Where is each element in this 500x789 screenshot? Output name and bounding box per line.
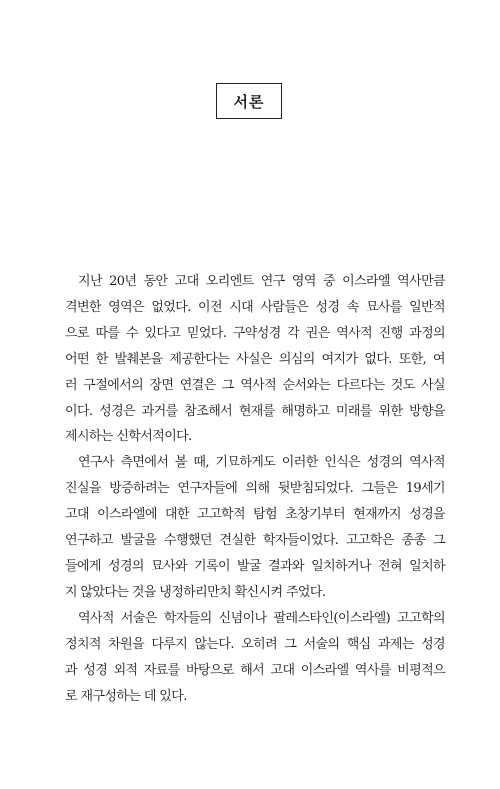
text-line: 연구사 측면에서 볼 때, 기묘하게도 이러한 인식은 성경의 역사적 xyxy=(78,455,445,471)
body-text xyxy=(65,269,445,709)
chapter-heading: 서론 xyxy=(216,83,282,119)
paragraph xyxy=(65,269,445,450)
text-line: 어떤 한 발췌본을 제공한다는 사실은 의심의 여지가 없다. 또한, 여 xyxy=(65,351,445,367)
text-line: 제시하는 신학서적이다. xyxy=(65,429,192,445)
text-line: 진실을 방증하려는 연구자들에 의해 뒷받침되었다. 그들은 19세기 xyxy=(65,481,445,497)
text-line: 연구하고 발굴을 수행했던 견실한 학자들이었다. 고고학은 종종 그 xyxy=(65,533,445,549)
text-line: 지 않았다는 것을 냉정하리만치 확신시켜 주었다. xyxy=(65,584,326,600)
text-line: 정치적 차원을 다루지 않는다. 오히려 그 서술의 핵심 과제는 성경 xyxy=(65,636,445,652)
paragraph xyxy=(65,606,445,710)
text-line: 과 성경 외적 자료를 바탕으로 해서 고대 이스라엘 역사를 비평적으 xyxy=(65,662,445,678)
text-line: 고대 이스라엘에 대한 고고학적 탐험 초창기부터 현재까지 성경을 xyxy=(65,507,445,523)
text-line: 격변한 영역은 없었다. 이전 시대 사람들은 성경 속 묘사를 일반적 xyxy=(65,299,445,315)
text-line: 들에게 성경의 묘사와 기록이 발굴 결과와 일치하거나 전혀 일치하 xyxy=(65,558,445,574)
text-line: 이다. 성경은 과거를 참조해서 현재를 해명하고 미래를 위한 방향을 xyxy=(65,403,445,419)
paragraph xyxy=(65,450,445,605)
text-line: 러 구절에서의 장면 연결은 그 역사적 순서와는 다르다는 것도 사실 xyxy=(65,377,445,393)
text-line: 지난 20년 동안 고대 오리엔트 연구 영역 중 이스라엘 역사만큼 xyxy=(78,274,445,289)
text-line: 로 재구성하는 데 있다. xyxy=(65,688,187,704)
text-line: 역사적 서술은 학자들의 신념이나 팔레스타인(이스라엘) 고고학의 xyxy=(78,610,445,626)
text-line: 으로 따를 수 있다고 믿었다. 구약성경 각 권은 역사적 진행 과정의 xyxy=(65,325,445,341)
